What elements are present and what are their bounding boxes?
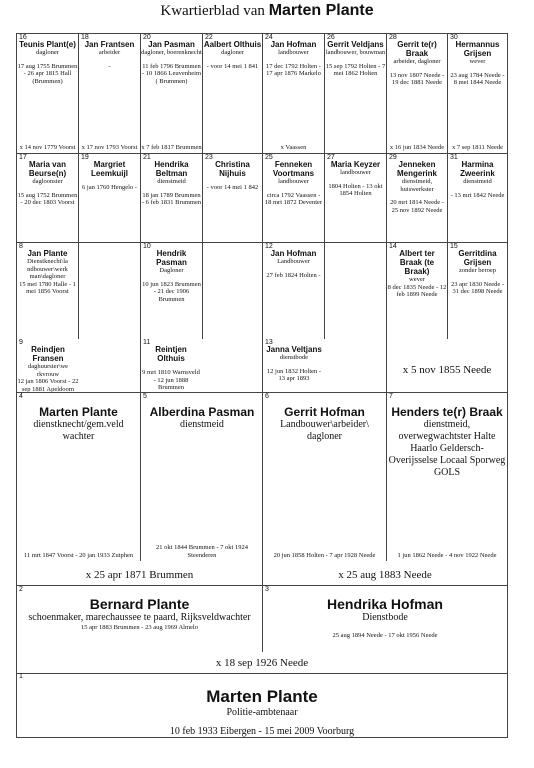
ancestor-occupation: daghuurster\we rkvrouw [27,363,69,378]
ancestor-dates: 11 feb 1796 Brummen - 10 1866 Leuvenheim ( Brummen) [141,62,202,85]
marriage-record: x 17 nov 1793 Voorst [81,143,138,151]
marriage-record: x 7 feb 1817 Brummen [141,143,202,151]
ancestor-detail: 20 jun 1858 Holten - 7 apr 1928 Neede [273,551,376,559]
ancestor-detail: Gerrit Hofman [284,405,365,419]
ancestor-26 [325,34,387,154]
ancestor-dates: - voor 14 mei 1 841 [206,62,259,70]
ancestor-occupation: dagloner [221,49,244,56]
marriage-record: x 14 nov 1779 Voorst [19,143,76,151]
ancestor-detail: Landbouwer\arbeider\ dagloner [280,419,369,442]
ancestor-detail: Politie-ambtenaar [226,707,298,718]
ancestor-name: Maria Keyzer [330,160,381,169]
ancestor-detail: 11 mrt 1847 Voorst - 20 jan 1933 Zutphen [23,551,134,559]
ancestor-24 [263,34,325,154]
marriage-record: x Vaassen [280,143,307,151]
ancestor-number: 12 [265,243,273,250]
ancestor-30 [448,34,507,154]
ancestor-name: Jan Plante [27,249,68,258]
ancestor-number: 29 [389,154,397,161]
ancestor-occupation: landbouwer, bouwman [325,49,386,56]
ancestor-number: 28 [389,34,397,41]
ancestor-dates: 10 jun 1823 Brummen - 21 dec 1906 Brummen [142,280,201,303]
ancestor-name: Jan Frantsen [84,40,135,49]
ancestor-dates: 18 jan 1789 Brummen - 6 feb 1831 Brummen [141,191,202,206]
ancestor-occupation: dagloner, boerenknecht [141,49,202,56]
ancestor-27 [325,154,387,243]
ancestor-dates: 20 mrt 1814 Neede - 25 nov 1892 Neede [390,199,444,214]
ancestor-occupation: dienstbode [279,354,309,361]
gen2-row [17,586,507,674]
ancestor-occupation: arbeider [98,49,121,56]
ancestor-20 [141,34,203,154]
ancestor-number: 15 [450,243,458,250]
ancestor-occupation: landbouwer [340,169,371,176]
ancestor-11 [141,339,201,393]
ancestor-number: 23 [205,154,213,161]
ancestor-occupation: dienstmeid, huiswerkster [400,178,434,193]
ancestor-17 [17,154,79,243]
ancestor-6 [263,393,387,561]
ancestor-number: 17 [19,154,27,161]
couple-4-5 [17,393,263,586]
ancestor-name: Jenneken Mengerink [396,160,437,178]
ancestor-number: 21 [143,154,151,161]
ancestor-detail: schoenmaker, marechaussee te paard, Rijksveldwachter [28,612,251,623]
ancestor-detail: dienstmeid, overwegwachtster Halte Haarlo Geldersch-Overijsselse Locaal Sporweg GOLS [388,419,506,478]
ancestor-detail: 21 okt 1844 Brummen - 7 okt 1924 Steenderen [156,544,248,559]
ancestor-name: Gerrit Veldjans [327,40,384,49]
ancestor-3 [263,586,507,652]
ancestor-name: Teunis Plant(e) [19,40,76,49]
ancestor-name: Margriet Leemkuijl [91,160,128,178]
ancestor-number: 27 [327,154,335,161]
ancestor-name: Reindjen Fransen [31,345,65,363]
ancestor-14 [387,243,448,339]
ancestor-1 [17,673,507,737]
ancestor-dates: 15 mei 1780 Halle - 1 mei 1856 Voorst [19,280,76,295]
ancestor-name: Jan Hofman [270,249,317,258]
ancestor-detail: Hendrika Hofman [327,596,443,612]
ancestor-number: 24 [265,34,273,41]
ancestor-detail: Marten Plante [206,687,318,706]
ancestor-number: 13 [265,339,273,346]
ancestor-name: Christina Nijhuis [215,160,250,178]
ancestor-number: 25 [265,154,273,161]
page-title: Kwartierblad van Marten Plante [160,2,374,19]
ancestor-name: Janna Veltjans [266,345,322,354]
ancestor-name: Hermannus Grijsen [455,40,500,58]
marriage-2-3: x 18 sep 1926 Neede [215,657,309,669]
ancestor-dates: 17 dec 1792 Holten - 17 apr 1876 Markelo [266,62,321,77]
ancestor-13 [263,339,325,393]
ancestor-name: Gerritdina Grijsen [458,249,497,267]
marriage-record: x 7 sep 1811 Neede [451,143,504,151]
ancestor-number: 8 [19,243,23,250]
ancestor-dates: 6 jan 1760 Hengelo - [82,184,137,191]
ancestor-detail: 25 aug 1894 Neede - 17 okt 1956 Neede [332,632,438,639]
ancestor-21 [141,154,203,243]
ancestor-dates: 13 nov 1807 Neede - 19 dec 1881 Neede [389,71,445,86]
ancestor-occupation: zonder beroep [459,267,496,274]
ancestor-8 [17,243,79,339]
ancestor-number: 16 [19,34,27,41]
ancestor-number: 5 [143,393,147,400]
ancestor-occupation: dagloner [36,49,59,56]
ancestor-number: 19 [81,154,89,161]
ancestor-dates: - voor 14 mei 1 842 [206,184,259,191]
ancestor-occupation: Dienstknecht\la ndbouwer\werk man\dagloner [27,258,68,280]
ancestor-19 [79,154,141,243]
ancestor-name: Jan Pasman [148,40,195,49]
ancestor-dates: 1804 Holten - 13 okt 1854 Holten [328,182,383,197]
ancestor-dates: 12 jun 1832 Holten - 13 apr 1893 [266,367,322,382]
ancestor-dates: circa 1792 Vaassen - 18 mrt 1872 Deventer [264,191,323,206]
ancestor-name: Gerrit te(r) Braak [397,40,437,58]
ancestor-name: Reintjen Olthuis [155,345,187,363]
ancestor-18 [79,34,141,154]
ancestor-dates: 17 aug 1755 Brummen - 26 apr 1815 Hall (Brummen) [17,62,78,85]
ancestor-5 [141,393,263,561]
ancestor-number: 14 [389,243,397,250]
ancestor-detail: 1 jun 1862 Neede - 4 nov 1922 Neede [397,551,497,559]
ancestor-23 [203,154,263,243]
ancestor-number: 30 [450,34,458,41]
ancestor-31 [448,154,507,243]
ancestor-name: Albert ter Braak (te Braak) [399,249,435,276]
ancestor-number: 4 [19,393,23,400]
couple-12-13 [263,243,387,393]
ancestor-dates: 9 mrt 1810 Warnsveld - 12 jun 1888 Brummen [142,369,200,391]
ancestor-29 [387,154,448,243]
couple-8-9 [17,243,141,393]
ancestor-name: Jan Hofman [270,40,317,49]
ancestor-number: 26 [327,34,335,41]
ancestor-number: 22 [205,34,213,41]
ancestor-name: Maria van Beurse(n) [28,160,67,178]
couple-14-15 [387,243,507,393]
ancestor-number: 11 [143,339,151,346]
ancestor-occupation: landbouwer [278,49,309,56]
ancestor-dates: 27 feb 1824 Holten - [266,271,321,279]
ancestor-detail: Dienstbode [362,612,408,623]
ancestor-15 [448,243,507,339]
marriage-record: x 16 jun 1834 Neede [389,143,445,151]
ancestor-occupation: landbouwer [278,178,309,185]
ancestor-dates: 23 aug 1784 Neede - 8 mei 1844 Neede [450,71,505,86]
ancestor-9 [17,339,79,393]
ancestor-number: 1 [19,673,23,680]
gen3-row [17,393,507,586]
ancestor-occupation: wever [409,276,425,283]
ancestor-dates: - [108,62,111,70]
ancestor-number: 6 [265,393,269,400]
ancestor-detail: dienstknecht/gem.veld wachter [33,419,124,442]
ancestor-name: Harmina Zweerink [460,160,495,178]
ancestor-number: 3 [265,586,269,593]
ancestor-7 [387,393,507,561]
ancestor-name: Fenneken Voortmans [272,160,315,178]
ancestor-dates: 15 aug 1752 Brummen - 20 dec 1803 Voorst [17,191,78,206]
gen5-father-row [17,34,507,154]
ancestor-occupation: dagloonster [32,178,63,185]
ancestor-dates: - 13 mrt 1842 Neede [450,191,505,199]
ancestor-occupation: dienstmeid [157,178,186,185]
ancestor-name: Hendrik Pasman [156,249,187,267]
ancestor-dates: 23 apr 1830 Neede - 31 dec 1898 Neede [450,280,505,295]
ancestor-detail: Alberdina Pasman [149,405,255,419]
marriage-4-5: x 25 apr 1871 Brummen [85,569,194,581]
marriage-6-7: x 25 aug 1883 Neede [338,569,432,581]
ancestor-occupation: Landbouwer [277,258,310,265]
couple-10-11 [141,243,263,393]
gen5-mother-row [17,154,507,243]
ancestor-name: Hendrika Beltman [154,160,189,178]
ancestor-occupation: dienstmeid [463,178,492,185]
ancestor-number: 2 [19,586,23,593]
ancestor-detail: dienstmeid [180,419,224,430]
ancestor-name: Aalbert Olthuis [203,40,262,49]
ancestor-detail: Henders te(r) Braak [391,405,503,419]
ancestor-2 [17,586,263,652]
pedigree-sheet [16,33,508,738]
couple-6-7 [263,393,507,586]
ancestor-4 [17,393,141,561]
ancestor-number: 31 [450,154,458,161]
gen4-row [17,243,507,393]
ancestor-dates: 15 sep 1792 Holten - 7 mei 1862 Holten [325,62,386,77]
ancestor-25 [263,154,325,243]
ancestor-dates: 8 dec 1835 Neede - 12 feb 1899 Neede [387,283,447,298]
ancestor-detail: Bernard Plante [89,596,190,612]
ancestor-number: 9 [19,339,23,346]
ancestor-number: 20 [143,34,151,41]
ancestor-occupation: Dagloner [159,267,184,274]
ancestor-number: 10 [143,243,151,250]
ancestor-10 [141,243,203,339]
ancestor-number: 7 [389,393,393,400]
ancestor-detail: 15 apr 1883 Brummen - 23 aug 1969 Almelo [81,624,198,631]
ancestor-detail: Marten Plante [39,405,118,419]
ancestor-12 [263,243,325,339]
ancestor-occupation: wever [469,58,486,65]
ancestor-28 [387,34,448,154]
ancestor-dates: 12 jan 1806 Voorst - 22 sep 1881 Apeldoorn [17,378,79,393]
ancestor-number: 18 [81,34,89,41]
ancestor-occupation: arbeider, dagloner [393,58,441,65]
marriage-14-15: x 5 nov 1855 Neede [402,363,492,376]
ancestor-22 [203,34,263,154]
ancestor-detail: 10 feb 1933 Eibergen - 15 mei 2009 Voorburg [169,726,355,737]
ancestor-16 [17,34,79,154]
